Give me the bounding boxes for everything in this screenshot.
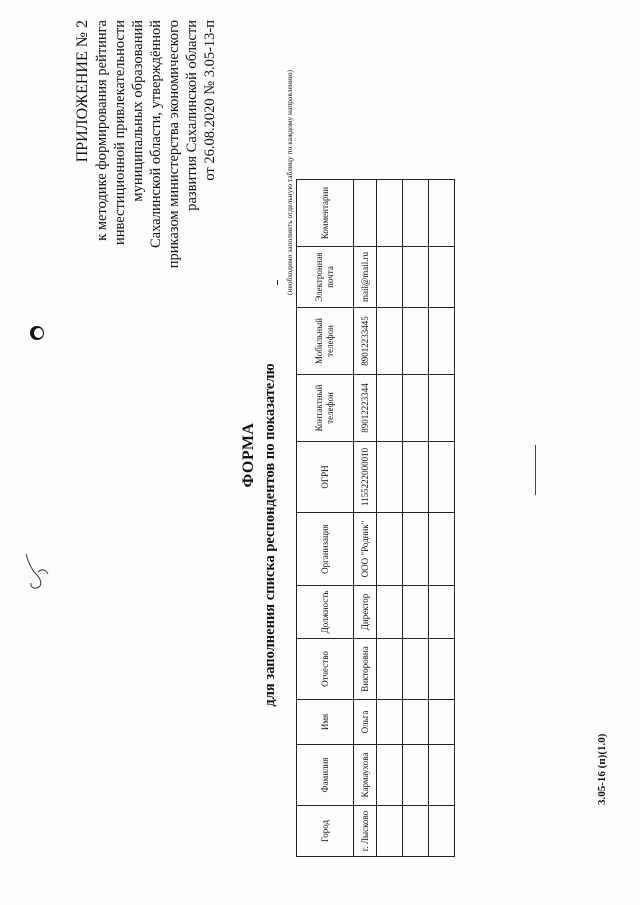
table-cell: 89012233445 bbox=[354, 308, 377, 375]
table-cell bbox=[429, 639, 455, 700]
col-header: ОГРН bbox=[297, 442, 354, 513]
table-cell bbox=[429, 586, 455, 639]
form-subtitle: для заполнения списка респондентов по показателю bbox=[262, 363, 278, 707]
table-cell bbox=[377, 639, 403, 700]
document-code: 3.05-16 (п)(1.0) bbox=[596, 733, 608, 805]
table-cell bbox=[429, 247, 455, 308]
table-cell: 89012223344 bbox=[354, 375, 377, 442]
table-cell bbox=[403, 247, 429, 308]
table-cell bbox=[403, 308, 429, 375]
col-header: Комментарии bbox=[297, 180, 354, 247]
col-header: Контактный телефон bbox=[297, 375, 354, 442]
table-cell bbox=[429, 513, 455, 586]
appendix-line: инвестиционной привлекательности bbox=[112, 20, 128, 246]
col-header: Организация bbox=[297, 513, 354, 586]
table-cell: Ольга bbox=[354, 700, 377, 745]
col-header: Город bbox=[297, 806, 354, 857]
table-cell bbox=[377, 247, 403, 308]
appendix-line: ПРИЛОЖЕНИЕ № 2 bbox=[74, 20, 91, 163]
table-cell bbox=[377, 513, 403, 586]
table-cell bbox=[429, 806, 455, 857]
table-cell bbox=[403, 700, 429, 745]
appendix-line: к методике формирования рейтинга bbox=[94, 20, 110, 241]
table-cell bbox=[403, 806, 429, 857]
table-cell bbox=[377, 180, 403, 247]
table-cell bbox=[377, 700, 403, 745]
col-header: Мобильный телефон bbox=[297, 308, 354, 375]
table-cell: г. Лысково bbox=[354, 806, 377, 857]
table-cell bbox=[377, 806, 403, 857]
table-cell bbox=[403, 513, 429, 586]
table-row bbox=[429, 180, 455, 857]
appendix-line: развития Сахалинской области bbox=[184, 20, 200, 211]
appendix-line: от 26.08.2020 № 3.05-13-п bbox=[202, 20, 218, 181]
table-cell bbox=[403, 375, 429, 442]
table-cell bbox=[429, 180, 455, 247]
table-cell bbox=[354, 180, 377, 247]
table-cell bbox=[403, 442, 429, 513]
table-cell: Викторовна bbox=[354, 639, 377, 700]
table-row bbox=[403, 180, 429, 857]
table-cell: mail@mail.ru bbox=[354, 247, 377, 308]
table-cell bbox=[377, 442, 403, 513]
respondents-table bbox=[296, 179, 455, 857]
table-cell bbox=[429, 700, 455, 745]
indicator-blank-line bbox=[277, 280, 278, 285]
table-cell bbox=[403, 180, 429, 247]
table-cell bbox=[429, 442, 455, 513]
col-header: Отчество bbox=[297, 639, 354, 700]
table-cell bbox=[403, 586, 429, 639]
table-row bbox=[377, 180, 403, 857]
table-cell: ООО "Родник" bbox=[354, 513, 377, 586]
table-cell bbox=[377, 586, 403, 639]
col-header: Фамилия bbox=[297, 745, 354, 806]
col-header: Электронная почта bbox=[297, 247, 354, 308]
table-cell bbox=[377, 308, 403, 375]
table-row bbox=[354, 180, 377, 857]
table-cell bbox=[429, 375, 455, 442]
table-cell bbox=[403, 745, 429, 806]
table-header-row bbox=[297, 180, 354, 857]
table-cell: 1155222000010 bbox=[354, 442, 377, 513]
appendix-line: приказом министерства экономического bbox=[166, 20, 182, 269]
table-cell bbox=[429, 745, 455, 806]
appendix-block bbox=[74, 20, 219, 360]
table-cell bbox=[377, 745, 403, 806]
appendix-line: Сахалинской области, утверждённой bbox=[148, 20, 164, 248]
table-cell: Кармаухова bbox=[354, 745, 377, 806]
table-cell bbox=[403, 639, 429, 700]
form-title: ФОРМА bbox=[240, 422, 257, 488]
form-note: (необходимо заполнить отдельную таблицу по каждому направлению) bbox=[285, 69, 294, 296]
col-header: Должность bbox=[297, 586, 354, 639]
table-cell bbox=[429, 308, 455, 375]
col-header: Имя bbox=[297, 700, 354, 745]
appendix-line: муниципальных образований bbox=[130, 20, 146, 202]
table-cell bbox=[377, 375, 403, 442]
table-cell: Директор bbox=[354, 586, 377, 639]
